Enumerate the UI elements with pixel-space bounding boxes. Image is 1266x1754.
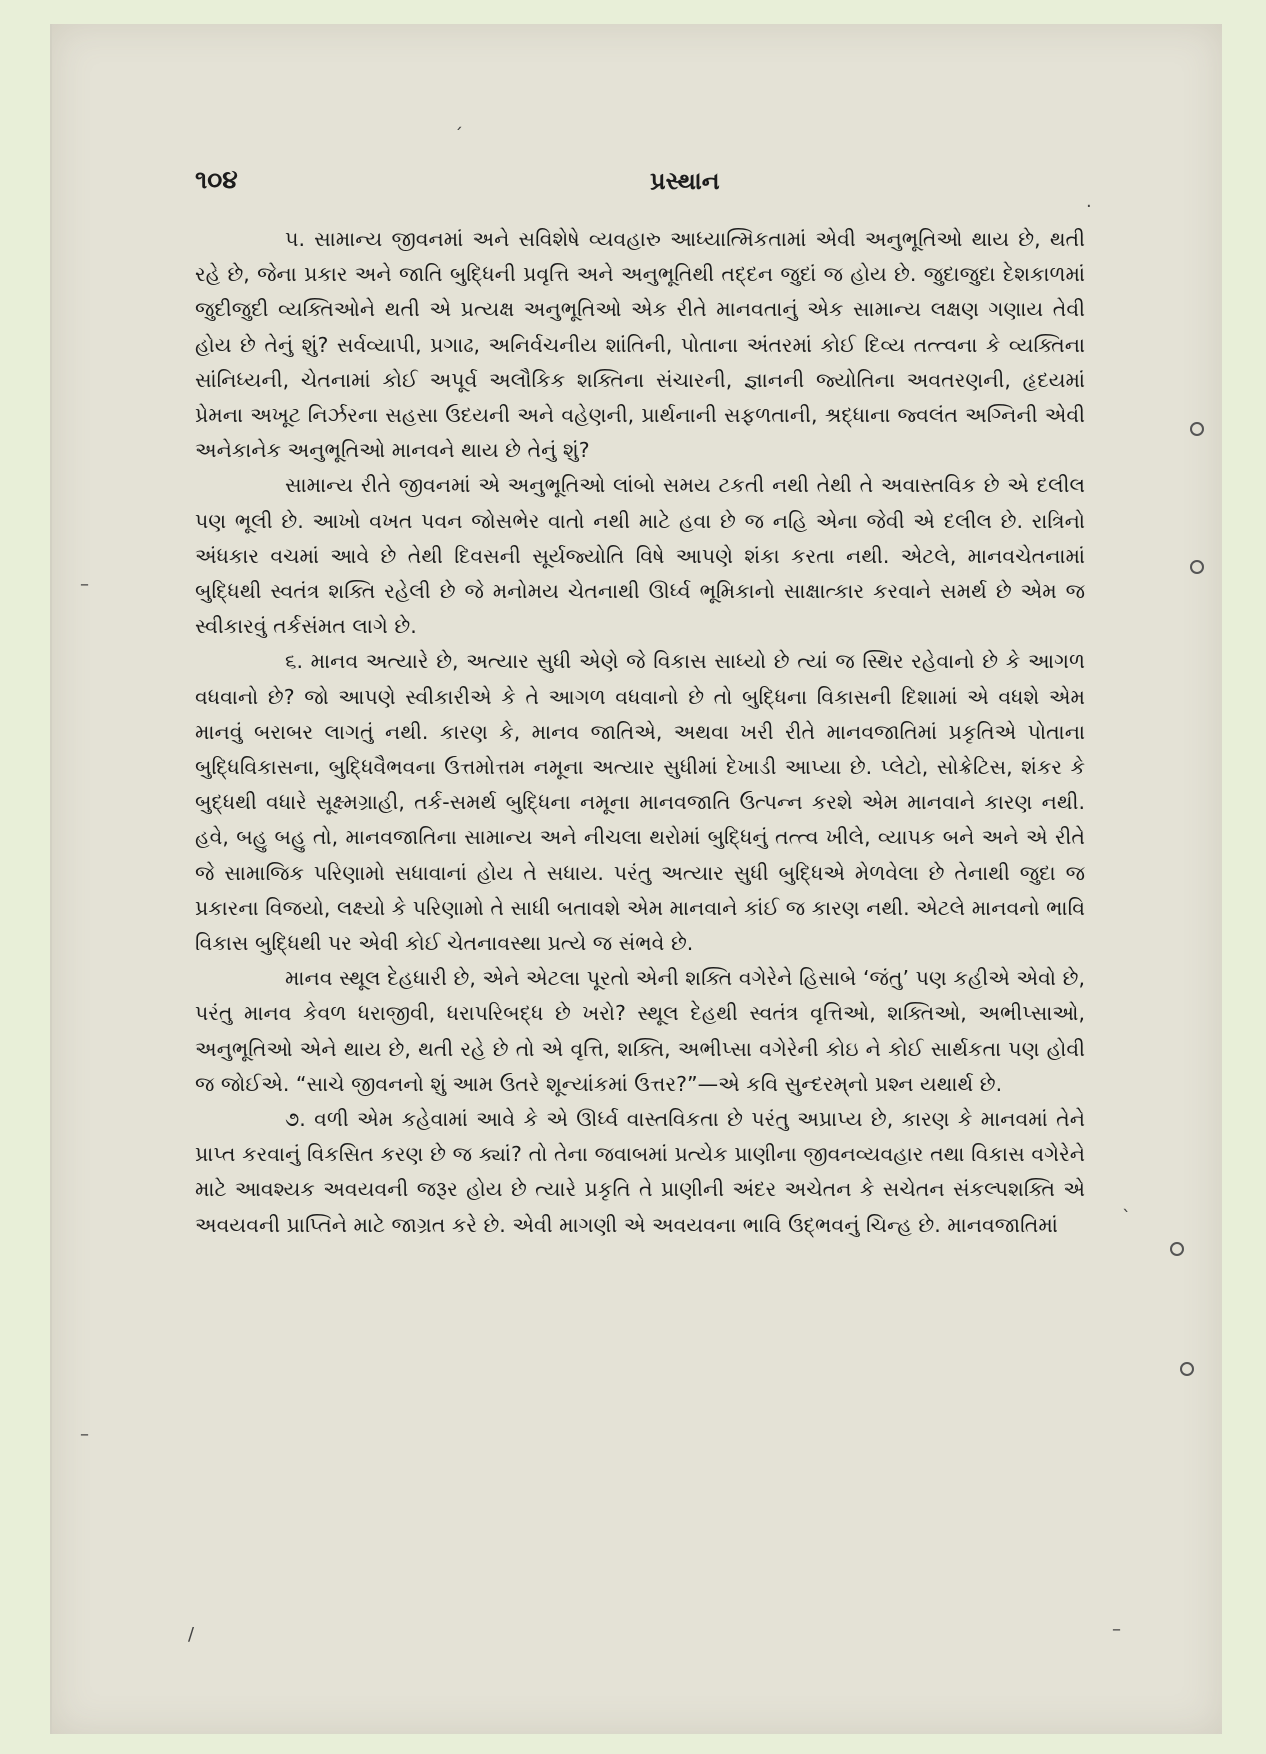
body-text [195, 222, 1085, 1243]
paragraph: માનવ સ્થૂલ દેહધારી છે, એને એટલા પૂરતો એની શક્તિ વગેરેને હિસાબે ‘જંતુ’ પણ કહીએ એવો છે, પરંતુ માનવ કેવળ ધરાજીવી, ધરાપરિબદ્ધ છે ખરો? સ્થૂલ દેહથી સ્વતંત્ર વૃત્તિઓ, શક્તિઓ, અભીપ્સાઓ, અનુભૂતિઓ એને થાય છે, થતી રહે છે તો એ વૃત્તિ, શક્તિ, અભીપ્સા વગેરેની કોઇ ને કોઈ સાર્થકતા પણ હોવી જ જોઈએ. “સાચે જીવનનો શું આમ ઉતરે શૂન્યાંકમાં ઉત્તર?”—એ કવિ સુન્દરમ્‌નો પ્રશ્ન યથાર્થ છે. [195, 966, 1085, 1096]
ink-mark: ˎ [1122, 1192, 1131, 1213]
paragraph: ૫. સામાન્ય જીવનમાં અને સવિશેષે વ્યવહારુ આધ્યાત્મિકતામાં એવી અનુભૂતિઓ થાય છે, થતી રહે છે, જેના પ્રકાર અને જાતિ બુદ્ધિની પ્રવૃત્તિ અને અનુભૂતિથી તદ્દન જુદાં જ હોય છે. જુદાજુદા દેશકાળમાં જુદીજુદી વ્યક્તિઓને થતી એ પ્રત્યક્ષ અનુભૂતિઓ એક રીતે માનવતાનું એક સામાન્ય લક્ષણ ગણાય તેવી હોય છે તેનું શું? સર્વવ્યાપી, પ્રગાઢ, અનિર્વચનીય શાંતિની, પોતાના અંતરમાં કોઈ દિવ્ય તત્ત્વના કે વ્યક્તિના સાંનિધ્યની, ચેતનામાં કોઈ અપૂર્વ અલૌકિક શક્તિના સંચારની, જ્ઞાનની જ્યોતિના અવતરણની, હૃદયમાં પ્રેમના અખૂટ નિર્ઝરના સહસા ઉદયની અને વહેણની, પ્રાર્થનાની સફળતાની, શ્રદ્ધાના જ્વલંત અગ્નિની એવી અનેકાનેક અનુભૂતિઓ માનવને થાય છે તેનું શું? [195, 227, 1085, 463]
paragraph: ૬. માનવ અત્યારે છે, અત્યાર સુધી એણે જે વિકાસ સાધ્યો છે ત્યાં જ સ્થિર રહેવાનો છે કે આગળ વધવાનો છે? જો આપણે સ્વીકારીએ કે તે આગળ વધવાનો છે તો બુદ્ધિના વિકાસની દિશામાં એ વધશે એમ માનવું બરાબર લાગતું નથી. કારણ કે, માનવ જાતિએ, અથવા ખરી રીતે માનવજાતિમાં પ્રકૃતિએ પોતાના બુદ્ધિવિકાસના, બુદ્ધિવૈભવના ઉત્તમોત્તમ નમૂના અત્યાર સુધીમાં દેખાડી આપ્યા છે. પ્લેટો, સોક્રેટિસ, શંકર કે બુદ્ધથી વધારે સૂક્ષ્મગ્રાહી, તર્ક-સમર્થ બુદ્ધિના નમૂના માનવજાતિ ઉત્પન્ન કરશે એમ માનવાને કારણ નથી. હવે, બહુ બહુ તો, માનવજાતિના સામાન્ય અને નીચલા થરોમાં બુદ્ધિનું તત્ત્વ ખીલે, વ્યાપક બને અને એ રીતે જે સામાજિક પરિણામો સધાવાનાં હોય તે સધાય. પરંતુ અત્યાર સુધી બુદ્ધિએ મેળવેલા છે તેનાથી જુદા જ પ્રકારના વિજયો, લક્ષ્યો કે પરિણામો તે સાધી બતાવશે એમ માનવાને કાંઈ જ કારણ નથી. એટલે માનવનો ભાવિ વિકાસ બુદ્ધિથી પર એવી કોઈ ચેતનાવસ્થા પ્રત્યે જ સંભવે છે. [195, 649, 1085, 956]
paragraph: ૭. વળી એમ કહેવામાં આવે કે એ ઊર્ધ્વ વાસ્તવિકતા છે પરંતુ અપ્રાપ્ય છે, કારણ કે માનવમાં તેને પ્રાપ્ત કરવાનું વિકસિત કરણ છે જ ક્યાં? તો તેના જવાબમાં પ્રત્યેક પ્રાણીના જીવનવ્યવહાર તથા વિકાસ વગેરેને માટે આવશ્યક અવયવની જરૂર હોય છે ત્યારે પ્રકૃતિ તે પ્રાણીની અંદર અચેતન કે સચેતન સંકલ્પશક્તિ એ અવયવની પ્રાપ્તિને માટે જાગ્રત કરે છે. એવી માગણી એ અવયવના ભાવિ ઉદ્ભવનું ચિન્હ છે. માનવજાતિમાં [195, 1107, 1085, 1237]
binding-hole [1190, 422, 1204, 436]
ink-mark: – [80, 1424, 89, 1445]
ink-mark: · [1086, 196, 1092, 217]
binding-hole [1170, 1242, 1184, 1256]
binding-hole [1180, 1362, 1194, 1376]
page-number: ૧૦૪ [195, 165, 238, 194]
ink-mark: – [1112, 1619, 1121, 1640]
page-header [195, 165, 1085, 205]
ink-mark: ˏ [454, 110, 463, 131]
running-title: પ્રસ્થાન [650, 167, 720, 195]
binding-hole [1190, 560, 1204, 574]
ink-mark: – [80, 574, 89, 595]
paragraph: સામાન્ય રીતે જીવનમાં એ અનુભૂતિઓ લાંબો સમય ટકતી નથી તેથી તે અવાસ્તવિક છે એ દલીલ પણ ભૂલી છે. આખો વખત પવન જોસભેર વાતો નથી માટે હવા છે જ નહિ એના જેવી એ દલીલ છે. રાત્રિનો અંધકાર વચમાં આવે છે તેથી દિવસની સૂર્યજ્યોતિ વિષે આપણે શંકા કરતા નથી. એટલે, માનવચેતનામાં બુદ્ધિથી સ્વતંત્ર શક્તિ રહેલી છે જે મનોમય ચેતનાથી ઊર્ધ્વ ભૂમિકાનો સાક્ષાત્કાર કરવાને સમર્થ છે એમ જ સ્વીકારવું તર્કસંમત લાગે છે. [195, 473, 1085, 639]
ink-mark: / [188, 1624, 195, 1645]
